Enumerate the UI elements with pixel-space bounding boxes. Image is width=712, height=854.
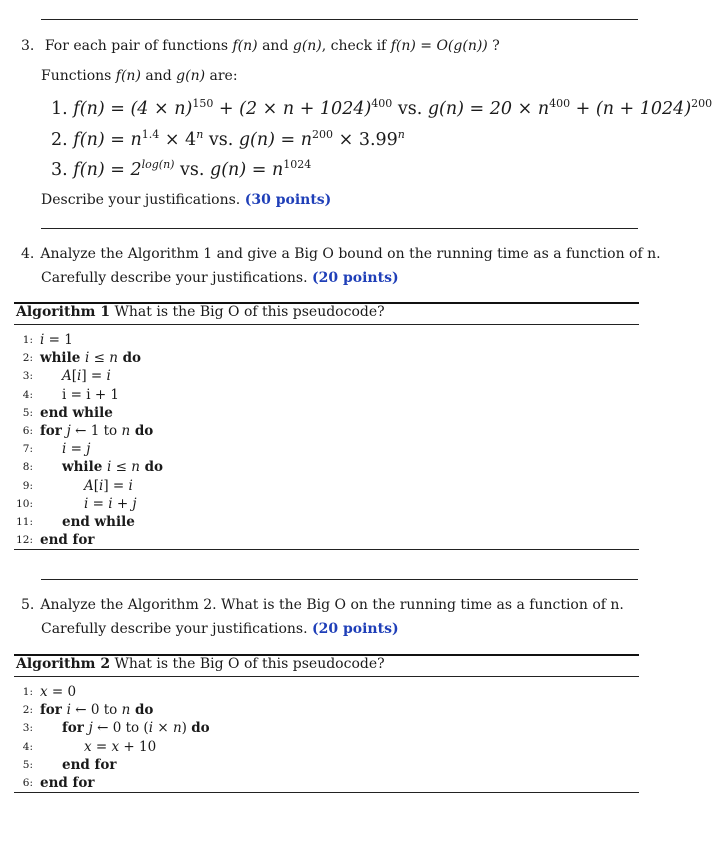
algorithm-bottom-rule: [14, 792, 639, 793]
code-token: A: [62, 368, 72, 385]
q4-number: 4.: [21, 246, 35, 262]
code-token: + 10: [119, 738, 157, 755]
pseudocode-line: [0, 349, 640, 367]
keyword: for: [62, 720, 89, 737]
code-token: [: [71, 368, 78, 385]
line-number: 1:: [22, 686, 33, 698]
keyword: end for: [62, 756, 117, 773]
pseudocode-line: [0, 701, 640, 719]
q5-points: (20 points): [312, 621, 399, 637]
line-number: 11:: [16, 516, 33, 528]
line-number: 6:: [22, 425, 33, 437]
section-divider: [41, 579, 638, 580]
pseudocode-line: [0, 386, 640, 404]
pseudocode-statement: [40, 422, 153, 440]
section-divider: [41, 228, 638, 229]
q5-number: 5.: [21, 597, 35, 613]
code-token: i: [66, 702, 71, 719]
code-token: i: [128, 477, 133, 494]
keyword: for: [40, 702, 67, 719]
code-token: [: [93, 477, 100, 494]
keyword: while: [62, 459, 107, 476]
pseudocode-line: [0, 531, 640, 549]
q3-describe: Describe your justifications. (30 points): [41, 192, 332, 208]
pseudocode-statement: [62, 719, 210, 737]
q3-functions-label: Functions f(n) and g(n) are:: [41, 68, 238, 84]
code-token: n: [121, 702, 131, 719]
algorithm-caption-rule: [14, 676, 639, 677]
pseudocode-statement: [40, 701, 153, 719]
pseudocode-statement: [62, 440, 90, 458]
pseudocode-statement: [40, 683, 76, 701]
function-pair-2: 2. $f(n) = n^{1.4} \times 4^n$ vs. $g(n) = n^{200} \times 3.99^n$: [51, 128, 405, 150]
code-token: = 0: [47, 684, 77, 700]
pseudocode-line: [0, 367, 640, 385]
pseudocode-statement: [62, 756, 116, 774]
pseudocode-statement: [84, 495, 137, 513]
line-number: 2:: [22, 704, 33, 717]
keyword: end for: [40, 775, 95, 791]
code-token: x: [40, 684, 48, 700]
keyword: do: [130, 423, 154, 439]
code-token: x = x: [84, 738, 120, 755]
code-token: i = j: [62, 441, 91, 458]
function-pair-1: 1. $f(n) = (4 \times n)^{150} + (2 \times n + 1024)^{400}$ vs. $g(n) = 20 \times n^{400} + (n + 1024)^{200}$: [51, 97, 712, 119]
line-number: 9:: [22, 479, 33, 492]
keyword: end while: [62, 514, 135, 530]
pseudocode-line: [0, 440, 640, 458]
keyword: while: [40, 350, 85, 367]
line-number: 12:: [16, 534, 33, 547]
code-token: ← 1 to: [70, 423, 122, 439]
code-token: i = i + 1: [62, 386, 120, 403]
pseudocode-statement: [40, 331, 73, 349]
pseudocode-statement: [40, 404, 113, 422]
q3-number: 3.: [21, 38, 35, 54]
line-number: 5:: [22, 406, 33, 419]
q3-prompt: 3. For each pair of functions f(n) and g(n), check if f(n) = O(g(n)) ?: [21, 38, 500, 54]
code-token: i: [106, 368, 111, 385]
code-token: ] =: [81, 368, 107, 385]
keyword: do: [130, 702, 154, 719]
keyword: end for: [40, 532, 95, 549]
code-token: j: [66, 423, 71, 439]
line-number: 2:: [22, 352, 33, 365]
pseudocode-line: [0, 774, 640, 792]
code-token: i: [99, 477, 104, 494]
q4-prompt-line2: Carefully describe your justifications. (20 points): [41, 270, 399, 286]
pseudocode-statement: [62, 458, 163, 476]
code-token: ): [181, 720, 192, 737]
line-number: 7:: [22, 443, 33, 456]
q5-prompt-line1: 5. Analyze the Algorithm 2. What is the Big O on the running time as a function of n.: [21, 597, 624, 613]
pseudocode-line: [0, 477, 640, 495]
pseudocode-line: [0, 738, 640, 756]
code-token: i ≤ n: [106, 459, 140, 476]
code-token: ← 0 to (: [92, 720, 149, 737]
code-token: i: [40, 332, 45, 348]
pseudocode-line: [0, 422, 640, 440]
algorithm-1-caption: Algorithm 1 What is the Big O of this pseudocode?: [16, 304, 385, 320]
pseudocode-statement: [62, 513, 135, 531]
pseudocode-line: [0, 513, 640, 531]
algorithm-2-code: [0, 683, 640, 795]
keyword: for: [40, 423, 67, 439]
pseudocode-line: [0, 683, 640, 701]
code-token: = 1: [44, 332, 73, 348]
keyword: do: [117, 350, 142, 367]
section-divider: [41, 19, 638, 20]
line-number: 4:: [22, 740, 33, 753]
pseudocode-statement: [62, 367, 111, 385]
line-number: 10:: [16, 497, 33, 510]
pseudocode-statement: [84, 477, 133, 495]
algorithm-2-caption: Algorithm 2 What is the Big O of this pseudocode?: [16, 656, 385, 672]
code-token: n: [172, 720, 182, 737]
code-token: ×: [153, 720, 173, 737]
code-token: i: [148, 720, 154, 737]
q4-points: (20 points): [312, 270, 399, 286]
line-number: 6:: [22, 777, 33, 789]
code-token: j: [88, 720, 93, 737]
algorithm-caption-rule: [14, 324, 639, 325]
code-token: A: [84, 477, 94, 494]
q3-points: (30 points): [244, 192, 332, 208]
pseudocode-line: [0, 404, 640, 422]
algorithm-bottom-rule: [14, 549, 639, 550]
keyword: do: [139, 459, 164, 476]
pseudocode-line: [0, 495, 640, 513]
line-number: 5:: [22, 758, 33, 771]
keyword: do: [191, 720, 210, 737]
pseudocode-line: [0, 719, 640, 737]
pseudocode-statement: [40, 531, 94, 549]
pseudocode-statement: [40, 774, 94, 792]
function-pair-3: 3. $f(n) = 2^{log(n)}$ vs. $g(n) = n^{1024}$: [51, 158, 312, 180]
code-token: i ≤ n: [84, 350, 118, 367]
keyword: end while: [40, 404, 113, 421]
code-token: ← 0 to: [70, 702, 122, 719]
pseudocode-statement: [40, 349, 141, 367]
code-token: i = i + j: [84, 495, 137, 512]
line-number: 3:: [22, 370, 33, 383]
q4-prompt-line1: 4. Analyze the Algorithm 1 and give a Big O bound on the running time as a function of n.: [21, 246, 661, 262]
pseudocode-line: [0, 756, 640, 774]
line-number: 8:: [22, 461, 33, 474]
line-number: 3:: [22, 722, 33, 735]
q5-prompt-line2: Carefully describe your justifications. (20 points): [41, 621, 399, 637]
pseudocode-line: [0, 458, 640, 476]
code-token: n: [121, 423, 131, 439]
line-number: 1:: [22, 334, 33, 346]
code-token: ] =: [103, 477, 129, 494]
pseudocode-statement: [62, 386, 119, 404]
code-token: i: [77, 368, 82, 385]
pseudocode-statement: [84, 738, 156, 756]
algorithm-1-code: [0, 331, 640, 551]
line-number: 4:: [22, 388, 33, 401]
pseudocode-line: [0, 331, 640, 349]
